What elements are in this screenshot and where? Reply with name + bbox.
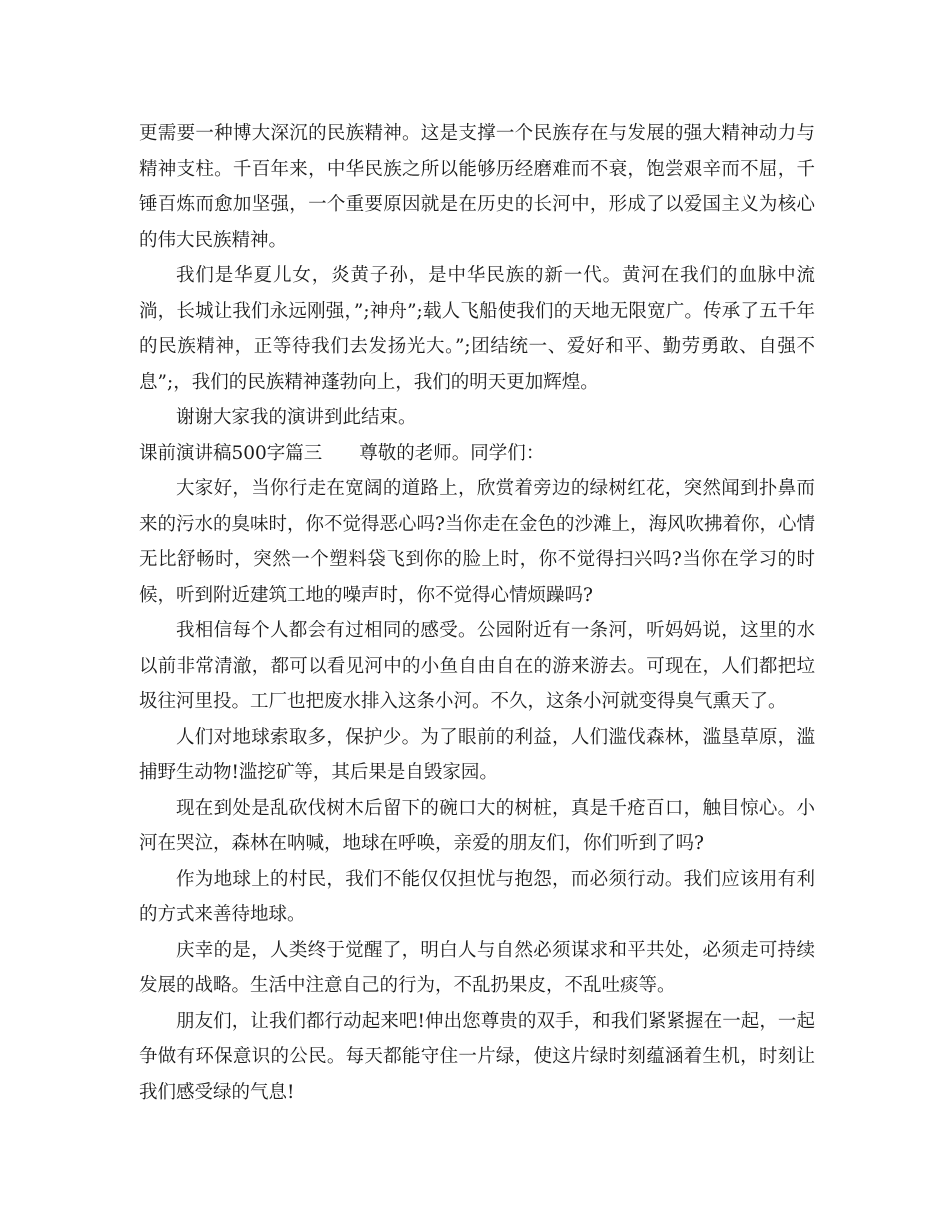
paragraph-5: 大家好，当你行走在宽阔的道路上，欣赏着旁边的绿树红花，突然闻到扑鼻而来的污水的臭味时，你不觉得恶心吗?当你走在金色的沙滩上，海风吹拂着你，心情无比舒畅时，突然一个塑料袋飞到你的脸上时，你不觉得扫兴吗?当你在学习的时候，听到附近建筑工地的噪声时，你不觉得心情烦躁吗? — [139, 478, 815, 606]
paragraph-1: 更需要一种博大深沉的民族精神。这是支撑一个民族存在与发展的强大精神动力与精神支柱。千百年来，中华民族之所以能够历经磨难而不衰，饱尝艰辛而不屈，千锤百炼而愈加坚强，一个重要原因就是在历史的长河中，形成了以爱国主义为核心的伟大民族精神。 — [139, 123, 815, 251]
paragraph-11: 朋友们，让我们都行动起来吧!伸出您尊贵的双手，和我们紧紧握在一起，一起争做有环保意识的公民。每天都能守住一片绿，使这片绿时刻蕴涵着生机，时刻让我们感受绿的气息! — [139, 1010, 815, 1103]
paragraph-2: 我们是华夏儿女，炎黄子孙，是中华民族的新一代。黄河在我们的血脉中流淌，长城让我们永远刚强，”;神舟”;载人飞船使我们的天地无限宽广。传承了五千年的民族精神，正等待我们去发扬光大。”;团结统一、爱好和平、勤劳勇敢、自强不息”;，我们的民族精神蓬勃向上，我们的明天更加辉煌。 — [139, 265, 815, 393]
section-heading: 课前演讲稿500字篇三 尊敬的老师。同学们： — [139, 442, 545, 464]
document-body — [139, 116, 815, 1110]
paragraph-8: 现在到处是乱砍伐树木后留下的碗口大的树桩，真是千疮百口，触目惊心。小河在哭泣，森林在呐喊，地球在呼唤，亲爱的朋友们，你们听到了吗? — [139, 797, 815, 854]
paragraph-9: 作为地球上的村民，我们不能仅仅担忧与抱怨，而必须行动。我们应该用有利的方式来善待地球。 — [139, 868, 815, 925]
paragraph-6: 我相信每个人都会有过相同的感受。公园附近有一条河，听妈妈说，这里的水以前非常清澈，都可以看见河中的小鱼自由自在的游来游去。可现在，人们都把垃圾往河里投。工厂也把废水排入这条小河。不久，这条小河就变得臭气熏天了。 — [139, 620, 815, 712]
paragraph-7: 人们对地球索取多，保护少。为了眼前的利益，人们滥伐森林，滥垦草原，滥捕野生动物!滥挖矿等，其后果是自毁家园。 — [139, 726, 815, 783]
paragraph-3: 谢谢大家我的演讲到此结束。 — [176, 407, 417, 428]
paragraph-10: 庆幸的是，人类终于觉醒了，明白人与自然必须谋求和平共处，必须走可持续发展的战略。生活中注意自己的行为，不乱扔果皮，不乱吐痰等。 — [139, 939, 815, 996]
